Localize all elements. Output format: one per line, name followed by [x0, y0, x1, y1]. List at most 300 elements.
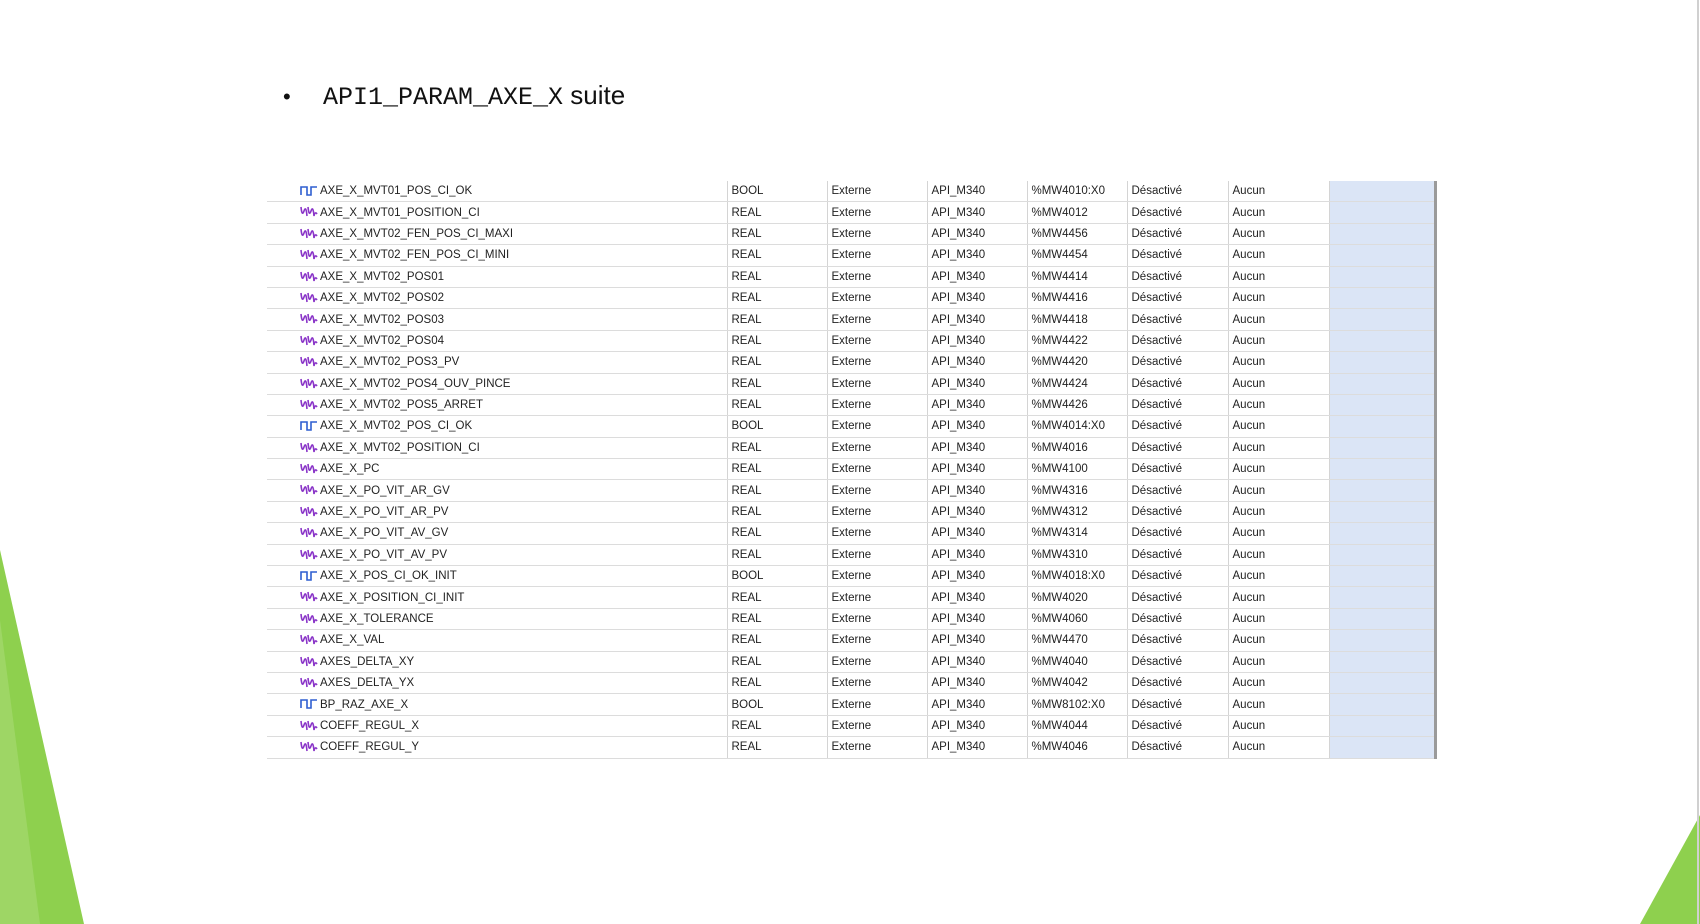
variable-state-cell: Désactivé: [1127, 394, 1228, 415]
variable-type-cell: BOOL: [727, 181, 827, 202]
variable-name-text: AXE_X_MVT02_FEN_POS_CI_MINI: [320, 249, 510, 262]
variable-scope-cell: Externe: [827, 566, 927, 587]
bool-signal-icon: [300, 184, 318, 196]
variable-address-cell: %MW4310: [1027, 544, 1127, 565]
variable-type-cell: REAL: [727, 266, 827, 287]
variable-scope-cell: Externe: [827, 394, 927, 415]
table-row[interactable]: [267, 459, 1435, 480]
variable-name-text: AXE_X_MVT02_POSITION_CI: [320, 441, 480, 454]
table-row[interactable]: [267, 672, 1435, 693]
variable-name-cell: [267, 309, 727, 330]
variable-option-cell: Aucun: [1228, 544, 1329, 565]
variable-option-cell: Aucun: [1228, 202, 1329, 223]
variable-option-cell: Aucun: [1228, 330, 1329, 351]
variable-device-cell: API_M340: [927, 266, 1027, 287]
real-signal-icon: [300, 462, 318, 474]
highlighted-empty-cell: [1329, 480, 1435, 501]
variable-device-cell: API_M340: [927, 416, 1027, 437]
variable-state-cell: Désactivé: [1127, 672, 1228, 693]
variable-address-cell: %MW4414: [1027, 266, 1127, 287]
real-signal-icon: [300, 612, 318, 624]
variable-option-cell: Aucun: [1228, 287, 1329, 308]
variable-state-cell: Désactivé: [1127, 608, 1228, 629]
table-row[interactable]: [267, 608, 1435, 629]
variable-device-cell: API_M340: [927, 651, 1027, 672]
variable-type-cell: BOOL: [727, 566, 827, 587]
variable-device-cell: API_M340: [927, 715, 1027, 736]
variable-name-cell: [267, 202, 727, 223]
variable-state-cell: Désactivé: [1127, 223, 1228, 244]
table-row[interactable]: [267, 694, 1435, 715]
variable-name-text: AXES_DELTA_YX: [320, 677, 415, 690]
variable-name-text: AXE_X_PO_VIT_AR_PV: [320, 506, 449, 519]
variable-address-cell: %MW4100: [1027, 459, 1127, 480]
variable-name-cell: [267, 566, 727, 587]
variable-name-text: AXE_X_TOLERANCE: [320, 613, 434, 625]
variable-type-cell: BOOL: [727, 694, 827, 715]
variable-device-cell: API_M340: [927, 394, 1027, 415]
variable-name-cell: [267, 416, 727, 437]
variable-scope-cell: Externe: [827, 672, 927, 693]
variable-device-cell: API_M340: [927, 245, 1027, 266]
variable-address-cell: %MW4060: [1027, 608, 1127, 629]
highlighted-empty-cell: [1329, 330, 1435, 351]
variable-state-cell: Désactivé: [1127, 630, 1228, 651]
highlighted-empty-cell: [1329, 651, 1435, 672]
bool-signal-icon: [300, 569, 318, 581]
variable-address-cell: %MW8102:X0: [1027, 694, 1127, 715]
variable-option-cell: Aucun: [1228, 480, 1329, 501]
variable-type-cell: REAL: [727, 287, 827, 308]
variable-device-cell: API_M340: [927, 287, 1027, 308]
variable-option-cell: Aucun: [1228, 608, 1329, 629]
table-row[interactable]: [267, 330, 1435, 351]
real-signal-icon: [300, 548, 318, 560]
variable-state-cell: Désactivé: [1127, 202, 1228, 223]
variable-name-text: AXE_X_MVT02_POS03: [320, 313, 445, 326]
variable-option-cell: Aucun: [1228, 309, 1329, 330]
table-row[interactable]: [267, 587, 1435, 608]
variable-type-cell: BOOL: [727, 416, 827, 437]
table-row[interactable]: [267, 181, 1435, 202]
real-signal-icon: [300, 355, 318, 367]
variable-scope-cell: Externe: [827, 373, 927, 394]
variable-address-cell: %MW4014:X0: [1027, 416, 1127, 437]
variable-type-cell: REAL: [727, 330, 827, 351]
variable-type-cell: REAL: [727, 245, 827, 266]
variable-name-cell: [267, 501, 727, 522]
variable-state-cell: Désactivé: [1127, 245, 1228, 266]
variable-name-text: COEFF_REGUL_Y: [320, 741, 420, 754]
variable-name-cell: [267, 287, 727, 308]
variable-name-cell: [267, 630, 727, 651]
variable-state-cell: Désactivé: [1127, 694, 1228, 715]
table-row[interactable]: [267, 480, 1435, 501]
real-signal-icon: [300, 505, 318, 517]
variable-scope-cell: Externe: [827, 630, 927, 651]
highlighted-empty-cell: [1329, 223, 1435, 244]
real-signal-icon: [300, 312, 318, 324]
variable-state-cell: Désactivé: [1127, 737, 1228, 758]
variable-name-cell: [267, 181, 727, 202]
variable-option-cell: Aucun: [1228, 715, 1329, 736]
variable-scope-cell: Externe: [827, 437, 927, 458]
variable-state-cell: Désactivé: [1127, 651, 1228, 672]
variable-device-cell: API_M340: [927, 309, 1027, 330]
variable-name-text: AXE_X_MVT02_FEN_POS_CI_MAXI: [320, 227, 514, 240]
variable-device-cell: API_M340: [927, 352, 1027, 373]
variable-name-cell: [267, 694, 727, 715]
variable-state-cell: Désactivé: [1127, 373, 1228, 394]
real-signal-icon: [300, 377, 318, 389]
variable-scope-cell: Externe: [827, 223, 927, 244]
variable-name-text: AXE_X_MVT02_POS5_ARRET: [320, 399, 483, 412]
variable-option-cell: Aucun: [1228, 501, 1329, 522]
variable-address-cell: %MW4044: [1027, 715, 1127, 736]
variable-address-cell: %MW4316: [1027, 480, 1127, 501]
variable-option-cell: Aucun: [1228, 587, 1329, 608]
highlighted-empty-cell: [1329, 523, 1435, 544]
variable-address-cell: %MW4426: [1027, 394, 1127, 415]
highlighted-empty-cell: [1329, 694, 1435, 715]
highlighted-empty-cell: [1329, 245, 1435, 266]
variable-option-cell: Aucun: [1228, 245, 1329, 266]
variable-address-cell: %MW4456: [1027, 223, 1127, 244]
variable-option-cell: Aucun: [1228, 223, 1329, 244]
variable-state-cell: Désactivé: [1127, 437, 1228, 458]
variable-type-cell: REAL: [727, 437, 827, 458]
variables-table-body: [267, 181, 1435, 758]
variable-name-cell: [267, 672, 727, 693]
variable-type-cell: REAL: [727, 309, 827, 330]
variable-device-cell: API_M340: [927, 501, 1027, 522]
highlighted-empty-cell: [1329, 352, 1435, 373]
variable-name-cell: [267, 437, 727, 458]
variable-option-cell: Aucun: [1228, 566, 1329, 587]
highlighted-empty-cell: [1329, 266, 1435, 287]
variable-scope-cell: Externe: [827, 352, 927, 373]
variable-scope-cell: Externe: [827, 287, 927, 308]
variable-address-cell: %MW4042: [1027, 672, 1127, 693]
variable-state-cell: Désactivé: [1127, 309, 1228, 330]
variable-name-cell: [267, 352, 727, 373]
variable-name-text: BP_RAZ_AXE_X: [320, 698, 409, 711]
variable-name-cell: [267, 223, 727, 244]
variable-address-cell: %MW4020: [1027, 587, 1127, 608]
table-row[interactable]: [267, 737, 1435, 758]
variable-name-cell: [267, 587, 727, 608]
variable-address-cell: %MW4046: [1027, 737, 1127, 758]
variable-address-cell: %MW4418: [1027, 309, 1127, 330]
variable-address-cell: %MW4470: [1027, 630, 1127, 651]
table-row[interactable]: [267, 223, 1435, 244]
highlighted-empty-cell: [1329, 394, 1435, 415]
table-row[interactable]: [267, 544, 1435, 565]
table-row[interactable]: [267, 651, 1435, 672]
real-signal-icon: [300, 526, 318, 538]
variable-state-cell: Désactivé: [1127, 523, 1228, 544]
variable-name-cell: [267, 715, 727, 736]
variable-scope-cell: Externe: [827, 202, 927, 223]
variable-name-text: AXE_X_MVT01_POS_CI_OK: [320, 185, 473, 198]
variable-name-text: AXE_X_VAL: [320, 634, 385, 647]
variable-scope-cell: Externe: [827, 330, 927, 351]
variable-scope-cell: Externe: [827, 245, 927, 266]
real-signal-icon: [300, 205, 318, 217]
variable-option-cell: Aucun: [1228, 266, 1329, 287]
real-signal-icon: [300, 291, 318, 303]
variable-scope-cell: Externe: [827, 587, 927, 608]
variable-device-cell: API_M340: [927, 630, 1027, 651]
real-signal-icon: [300, 655, 318, 667]
variable-scope-cell: Externe: [827, 737, 927, 758]
real-signal-icon: [300, 270, 318, 282]
highlighted-empty-cell: [1329, 459, 1435, 480]
variable-option-cell: Aucun: [1228, 651, 1329, 672]
variable-name-cell: [267, 523, 727, 544]
variable-type-cell: REAL: [727, 737, 827, 758]
variable-scope-cell: Externe: [827, 715, 927, 736]
variable-name-text: AXE_X_PO_VIT_AR_GV: [320, 484, 450, 497]
highlighted-empty-cell: [1329, 566, 1435, 587]
variable-device-cell: API_M340: [927, 373, 1027, 394]
table-row[interactable]: [267, 437, 1435, 458]
variable-device-cell: API_M340: [927, 587, 1027, 608]
table-row[interactable]: [267, 202, 1435, 223]
variable-option-cell: Aucun: [1228, 416, 1329, 437]
variable-device-cell: API_M340: [927, 202, 1027, 223]
variable-type-cell: REAL: [727, 352, 827, 373]
variable-option-cell: Aucun: [1228, 352, 1329, 373]
highlighted-empty-cell: [1329, 416, 1435, 437]
variable-state-cell: Désactivé: [1127, 181, 1228, 202]
variable-address-cell: %MW4314: [1027, 523, 1127, 544]
table-row[interactable]: [267, 715, 1435, 736]
variable-state-cell: Désactivé: [1127, 416, 1228, 437]
variable-device-cell: API_M340: [927, 330, 1027, 351]
title-suffix-text: suite: [563, 80, 626, 110]
real-signal-icon: [300, 248, 318, 260]
variable-device-cell: API_M340: [927, 480, 1027, 501]
variable-device-cell: API_M340: [927, 566, 1027, 587]
variable-name-text: AXE_X_MVT01_POSITION_CI: [320, 206, 480, 219]
highlighted-empty-cell: [1329, 544, 1435, 565]
variable-name-cell: [267, 544, 727, 565]
variable-name-cell: [267, 651, 727, 672]
table-row[interactable]: [267, 309, 1435, 330]
variable-name-cell: [267, 394, 727, 415]
variable-scope-cell: Externe: [827, 480, 927, 501]
variable-address-cell: %MW4312: [1027, 501, 1127, 522]
table-row[interactable]: [267, 630, 1435, 651]
real-signal-icon: [300, 483, 318, 495]
variable-type-cell: REAL: [727, 501, 827, 522]
variable-device-cell: API_M340: [927, 223, 1027, 244]
variable-scope-cell: Externe: [827, 608, 927, 629]
real-signal-icon: [300, 227, 318, 239]
table-row[interactable]: [267, 287, 1435, 308]
variable-device-cell: API_M340: [927, 459, 1027, 480]
variable-name-text: AXE_X_MVT02_POS3_PV: [320, 356, 460, 369]
variable-state-cell: Désactivé: [1127, 459, 1228, 480]
highlighted-empty-cell: [1329, 587, 1435, 608]
real-signal-icon: [300, 441, 318, 453]
bool-signal-icon: [300, 697, 318, 709]
variable-state-cell: Désactivé: [1127, 266, 1228, 287]
variable-option-cell: Aucun: [1228, 630, 1329, 651]
variable-name-text: AXE_X_MVT02_POS02: [320, 292, 445, 305]
variable-device-cell: API_M340: [927, 672, 1027, 693]
variable-type-cell: REAL: [727, 373, 827, 394]
variable-state-cell: Désactivé: [1127, 544, 1228, 565]
variable-state-cell: Désactivé: [1127, 480, 1228, 501]
variable-scope-cell: Externe: [827, 266, 927, 287]
variable-name-text: COEFF_REGUL_X: [320, 719, 420, 732]
variable-address-cell: %MW4422: [1027, 330, 1127, 351]
highlighted-empty-cell: [1329, 181, 1435, 202]
variable-type-cell: REAL: [727, 715, 827, 736]
variable-device-cell: API_M340: [927, 694, 1027, 715]
variable-scope-cell: Externe: [827, 523, 927, 544]
real-signal-icon: [300, 633, 318, 645]
real-signal-icon: [300, 719, 318, 731]
variable-scope-cell: Externe: [827, 694, 927, 715]
variable-name-text: AXE_X_PC: [320, 463, 380, 476]
highlighted-empty-cell: [1329, 373, 1435, 394]
table-row[interactable]: [267, 566, 1435, 587]
variable-address-cell: %MW4454: [1027, 245, 1127, 266]
highlighted-empty-cell: [1329, 501, 1435, 522]
variable-state-cell: Désactivé: [1127, 287, 1228, 308]
highlighted-empty-cell: [1329, 737, 1435, 758]
variable-name-cell: [267, 737, 727, 758]
variable-address-cell: %MW4012: [1027, 202, 1127, 223]
bool-signal-icon: [300, 419, 318, 431]
variable-device-cell: API_M340: [927, 608, 1027, 629]
table-row[interactable]: [267, 523, 1435, 544]
variable-type-cell: REAL: [727, 523, 827, 544]
variable-option-cell: Aucun: [1228, 737, 1329, 758]
variable-address-cell: %MW4018:X0: [1027, 566, 1127, 587]
table-row[interactable]: [267, 266, 1435, 287]
variable-name-text: AXE_X_MVT02_POS4_OUV_PINCE: [320, 377, 511, 390]
variable-option-cell: Aucun: [1228, 394, 1329, 415]
highlighted-empty-cell: [1329, 715, 1435, 736]
highlighted-empty-cell: [1329, 287, 1435, 308]
variable-device-cell: API_M340: [927, 437, 1027, 458]
variable-name-text: AXES_DELTA_XY: [320, 655, 415, 668]
variable-name-text: AXE_X_MVT02_POS04: [320, 334, 445, 347]
variable-device-cell: API_M340: [927, 544, 1027, 565]
variable-device-cell: API_M340: [927, 737, 1027, 758]
variable-type-cell: REAL: [727, 672, 827, 693]
variable-name-cell: [267, 245, 727, 266]
variable-name-cell: [267, 266, 727, 287]
variable-scope-cell: Externe: [827, 181, 927, 202]
variable-scope-cell: Externe: [827, 501, 927, 522]
variable-state-cell: Désactivé: [1127, 330, 1228, 351]
highlighted-empty-cell: [1329, 437, 1435, 458]
variable-name-cell: [267, 373, 727, 394]
variable-option-cell: Aucun: [1228, 523, 1329, 544]
table-row[interactable]: [267, 394, 1435, 415]
variable-type-cell: REAL: [727, 587, 827, 608]
real-signal-icon: [300, 590, 318, 602]
real-signal-icon: [300, 398, 318, 410]
variable-option-cell: Aucun: [1228, 373, 1329, 394]
table-row[interactable]: [267, 416, 1435, 437]
variable-type-cell: REAL: [727, 651, 827, 672]
variable-name-cell: [267, 480, 727, 501]
variable-name-cell: [267, 330, 727, 351]
bullet-point: •: [283, 84, 291, 109]
variable-option-cell: Aucun: [1228, 437, 1329, 458]
variable-device-cell: API_M340: [927, 523, 1027, 544]
real-signal-icon: [300, 334, 318, 346]
variable-option-cell: Aucun: [1228, 694, 1329, 715]
table-row[interactable]: [267, 352, 1435, 373]
variable-type-cell: REAL: [727, 202, 827, 223]
highlighted-empty-cell: [1329, 672, 1435, 693]
real-signal-icon: [300, 676, 318, 688]
title-code-text: API1_PARAM_AXE_X: [323, 83, 564, 112]
highlighted-empty-cell: [1329, 608, 1435, 629]
variable-option-cell: Aucun: [1228, 459, 1329, 480]
variable-address-cell: %MW4424: [1027, 373, 1127, 394]
variable-name-text: AXE_X_MVT02_POS01: [320, 270, 445, 283]
variable-type-cell: REAL: [727, 630, 827, 651]
real-signal-icon: [300, 740, 318, 752]
variable-device-cell: API_M340: [927, 181, 1027, 202]
highlighted-empty-cell: [1329, 202, 1435, 223]
variable-scope-cell: Externe: [827, 544, 927, 565]
variable-state-cell: Désactivé: [1127, 587, 1228, 608]
variable-state-cell: Désactivé: [1127, 715, 1228, 736]
table-row[interactable]: [267, 373, 1435, 394]
variables-table: [267, 181, 1437, 759]
variable-address-cell: %MW4010:X0: [1027, 181, 1127, 202]
variable-type-cell: REAL: [727, 608, 827, 629]
variable-option-cell: Aucun: [1228, 672, 1329, 693]
variable-state-cell: Désactivé: [1127, 501, 1228, 522]
table-row[interactable]: [267, 501, 1435, 522]
variable-type-cell: REAL: [727, 480, 827, 501]
variable-address-cell: %MW4420: [1027, 352, 1127, 373]
variable-name-text: AXE_X_POS_CI_OK_INIT: [320, 570, 457, 583]
highlighted-empty-cell: [1329, 309, 1435, 330]
variable-address-cell: %MW4040: [1027, 651, 1127, 672]
variable-scope-cell: Externe: [827, 459, 927, 480]
variable-name-text: AXE_X_PO_VIT_AV_GV: [320, 527, 449, 540]
variable-scope-cell: Externe: [827, 651, 927, 672]
table-row[interactable]: [267, 245, 1435, 266]
green-accent-right-shape: [1640, 815, 1700, 924]
variable-type-cell: REAL: [727, 459, 827, 480]
variable-scope-cell: Externe: [827, 309, 927, 330]
highlighted-empty-cell: [1329, 630, 1435, 651]
variable-name-text: AXE_X_POSITION_CI_INIT: [320, 591, 465, 604]
slide-bullet-title: [283, 80, 625, 112]
variable-state-cell: Désactivé: [1127, 566, 1228, 587]
variable-address-cell: %MW4416: [1027, 287, 1127, 308]
variable-address-cell: %MW4016: [1027, 437, 1127, 458]
variable-state-cell: Désactivé: [1127, 352, 1228, 373]
variable-name-text: AXE_X_MVT02_POS_CI_OK: [320, 420, 473, 433]
variable-name-text: AXE_X_PO_VIT_AV_PV: [320, 548, 447, 561]
variable-name-cell: [267, 608, 727, 629]
variable-name-cell: [267, 459, 727, 480]
variable-type-cell: REAL: [727, 223, 827, 244]
